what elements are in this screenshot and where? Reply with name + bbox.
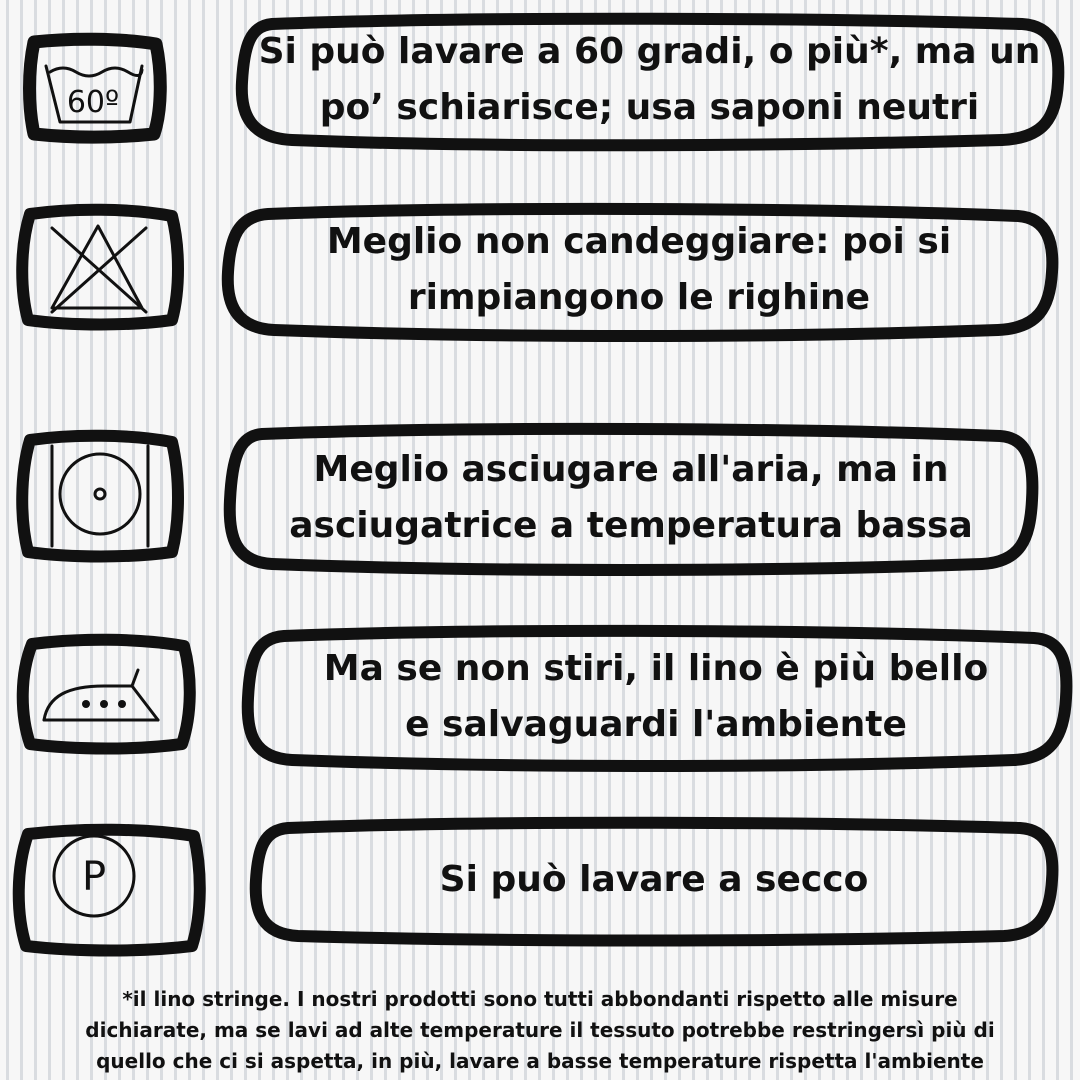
- wash-temperature-label: 60º: [66, 85, 120, 120]
- footnote: *il lino stringe. I nostri prodotti sono tutti abbondanti rispetto alle misure dichiarate, ma se lavi ad alte temperature il tessuto potrebbe restringersì più di quello che ci si aspetta, in più, lavare a basse temperature rispetta l'ambiente: [85, 987, 995, 1073]
- wash-60-icon: [20, 32, 170, 144]
- dry-clean-letter: P: [81, 854, 107, 900]
- tumble-dry-low-icon: [12, 428, 186, 564]
- care-instruction-dry-clean: [248, 814, 1060, 946]
- iron-medium-icon: [12, 632, 198, 756]
- care-instruction-dry: [222, 420, 1040, 576]
- wash-instruction-text: Si può lavare a 60 gradi, o più*, ma un po’ schiarisce; usa saponi neutri: [258, 31, 1041, 128]
- no-bleach-icon: [12, 202, 186, 332]
- dry-clean-instruction-text: Si può lavare a secco: [439, 859, 869, 900]
- iron-instruction-text: Ma se non stiri, il lino è più bello e salvaguardi l'ambiente: [323, 648, 989, 745]
- care-instruction-iron: [238, 622, 1074, 772]
- dry-clean-p-icon: [10, 822, 208, 958]
- care-instruction-wash: [232, 12, 1067, 148]
- bleach-instruction-text: Meglio non candeggiare: poi si rimpiangono le righine: [326, 221, 952, 318]
- care-instruction-bleach: [218, 200, 1060, 340]
- dry-instruction-text: Meglio asciugare all'aria, ma in asciugatrice a temperatura bassa: [289, 449, 973, 546]
